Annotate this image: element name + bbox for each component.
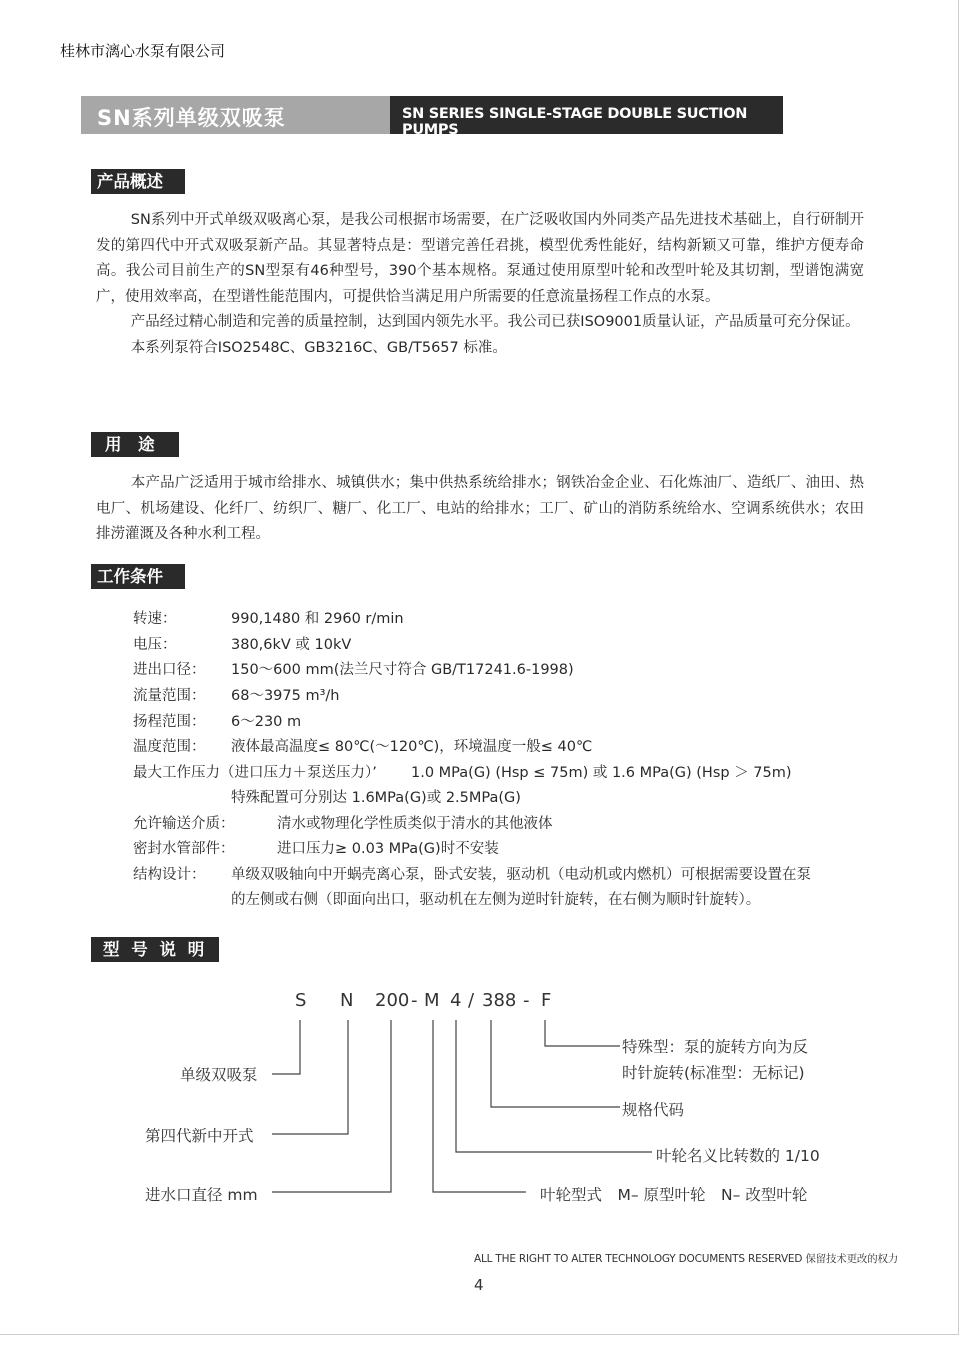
company-name: 桂林市漓心水泵有限公司 <box>60 42 226 60</box>
leader-line <box>272 1020 348 1134</box>
code-part: 4 <box>450 990 462 1011</box>
condition-label: 密封水管部件： <box>133 841 235 857</box>
title-cn: SN系列单级双吸泵 <box>97 106 286 130</box>
leader-line <box>545 1020 620 1046</box>
condition-value: 特殊配置可分别达 1.6MPa(G)或 2.5MPa(G) <box>231 790 521 806</box>
label-special-type: 特殊型：泵的旋转方向为反 <box>622 1038 809 1056</box>
overview-heading: 产品概述 <box>91 169 185 194</box>
label-single-stage: 单级双吸泵 <box>180 1066 258 1084</box>
condition-value: 150～600 mm(法兰尺寸符合 GB/T17241.6-1998) <box>231 662 574 678</box>
title-en: SN SERIES SINGLE-STAGE DOUBLE SUCTION PUMPS <box>402 106 748 138</box>
condition-label: 允许输送介质： <box>133 816 235 832</box>
code-part: / <box>468 990 475 1011</box>
code-part: S <box>295 990 307 1011</box>
code-part: 388 <box>482 990 517 1011</box>
label-specific-speed: 叶轮名义比转数的 1/10 <box>656 1147 820 1165</box>
condition-label: 转速： <box>133 611 177 627</box>
condition-value: 进口压力≥ 0.03 MPa(G)时不安装 <box>277 841 499 857</box>
rights-note: ALL THE RIGHT TO ALTER TECHNOLOGY DOCUMENTS RESERVED 保留技术更改的权力 <box>474 1253 899 1265</box>
code-part: - <box>523 990 530 1011</box>
label-inlet-diameter: 进水口直径 mm <box>145 1186 258 1204</box>
leader-line <box>491 1020 620 1107</box>
usage-paragraph: 本产品广泛适用于城市给排水、城镇供水；集中供热系统给排水；钢铁冶金企业、石化炼油厂、造纸厂、油田、热电厂、机场建设、化纤厂、纺织厂、糖厂、化工厂、电站的给排水；工厂、矿山的消防系统给水、空调系统供水；农田排涝灌溉及各种水利工程。 <box>96 475 864 543</box>
condition-label: 电压： <box>133 637 177 653</box>
conditions-heading: 工作条件 <box>91 564 185 589</box>
label-impeller-type: 叶轮型式 M– 原型叶轮 N– 改型叶轮 <box>540 1186 808 1204</box>
leader-line <box>272 1020 391 1192</box>
condition-label: 温度范围： <box>133 739 206 755</box>
title-banner <box>81 96 783 138</box>
condition-value: 1.0 MPa(G) (Hsp ≤ 75m) 或 1.6 MPa(G) (Hsp ＞ 75m) <box>411 765 792 781</box>
label-spec-code: 规格代码 <box>622 1101 685 1119</box>
condition-label: 流量范围： <box>133 688 206 704</box>
banner-cn <box>81 96 390 134</box>
condition-value: 清水或物理化学性质类似于清水的其他液体 <box>277 816 553 832</box>
condition-value: 的左侧或右侧（即面向出口，驱动机在左侧为逆时针旋转，在右侧为顺时针旋转）。 <box>231 892 761 908</box>
condition-value: 单级双吸轴向中开蜗壳离心泵，卧式安装，驱动机（电动机或内燃机）可根据需要设置在泵 <box>231 867 811 883</box>
page-number: 4 <box>474 1276 484 1294</box>
overview-paragraph: SN系列中开式单级双吸离心泵，是我公司根据市场需要，在广泛吸收国内外同类产品先进技术基础上，自行研制开发的第四代中开式双吸泵新产品。其显著特点是：型谱完善任君挑，模型优秀性能好，结构新颖又可靠，维护方便寿命高。我公司目前生产的SN型泵有46种型号，390个基本规格。泵通过使用原型叶轮和改型叶轮及其切割，型谱饱满宽广，使用效率高，在型谱性能范围内，可提供恰当满足用户所需要的任意流量扬程工作点的水泵。 <box>96 212 864 305</box>
condition-value: 6～230 m <box>231 714 302 730</box>
code-part: N <box>340 990 354 1011</box>
leader-line <box>272 1020 300 1074</box>
condition-value: 990,1480 和 2960 r/min <box>231 611 404 627</box>
label-gen4: 第四代新中开式 <box>145 1127 254 1145</box>
model-code-diagram <box>0 990 960 1220</box>
leader-line <box>433 1020 526 1192</box>
overview-paragraph: 产品经过精心制造和完善的质量控制，达到国内领先水平。我公司已获ISO9001质量认证，产品质量可充分保证。 <box>130 314 860 331</box>
condition-label: 结构设计： <box>133 867 206 883</box>
condition-value: 68～3975 m³/h <box>231 688 340 704</box>
code-part: F <box>541 990 552 1011</box>
condition-value: 液体最高温度≤ 80℃(～120℃)，环境温度一般≤ 40℃ <box>231 739 593 755</box>
condition-value: 380,6kV 或 10kV <box>231 637 352 653</box>
condition-label: 进出口径： <box>133 662 206 678</box>
code-part: - <box>411 990 418 1011</box>
model-heading: 型 号 说 明 <box>91 937 219 962</box>
usage-text <box>96 471 864 548</box>
condition-label: 最大工作压力（进口压力＋泵送压力）’ <box>133 765 377 781</box>
code-part: 200 <box>375 990 410 1011</box>
overview-text <box>96 208 864 362</box>
diagram-lines <box>0 990 960 1220</box>
code-part: M <box>424 990 440 1011</box>
condition-label: 扬程范围： <box>133 714 206 730</box>
usage-heading: 用 途 <box>91 432 179 457</box>
banner-en <box>390 96 783 138</box>
label-special-type-note: 时针旋转(标准型：无标记) <box>622 1064 805 1082</box>
overview-paragraph: 本系列泵符合ISO2548C、GB3216C、GB/T5657 标准。 <box>130 339 507 356</box>
